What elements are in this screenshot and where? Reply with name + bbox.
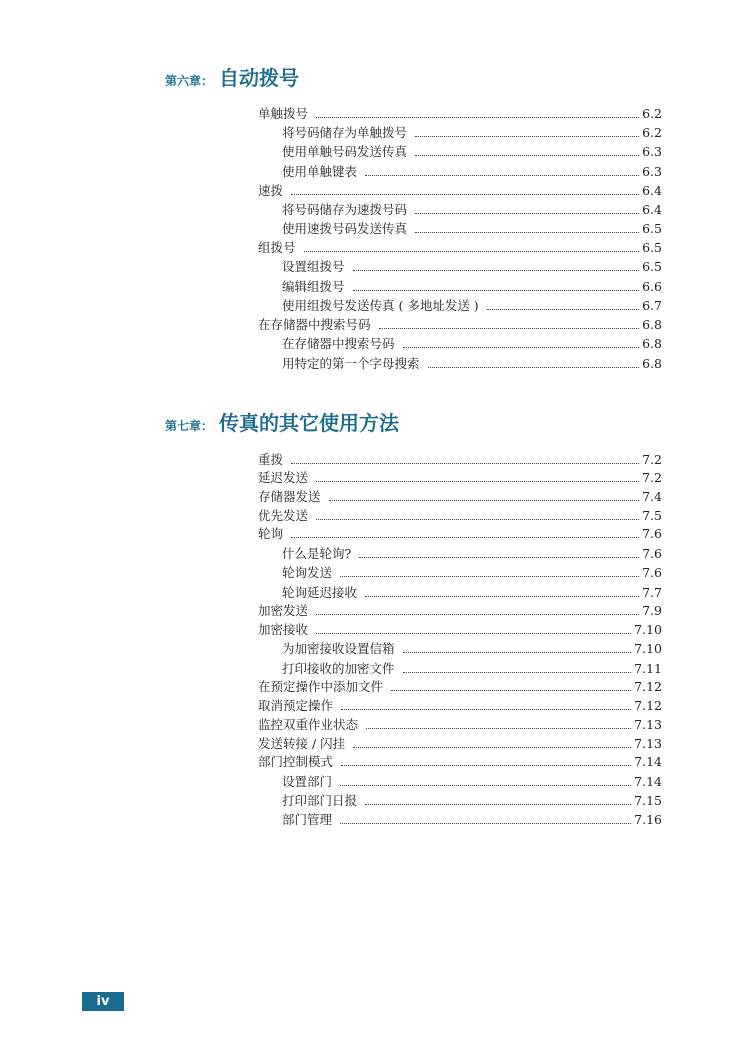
chapter-7-heading: [165, 407, 399, 436]
chapter-7-toc: [258, 448, 662, 827]
toc-entry-page: 7.5: [642, 507, 662, 523]
dot-leader: [291, 193, 639, 195]
dot-leader: [353, 289, 640, 291]
toc-entry-label: 轮询延迟接收: [282, 584, 358, 600]
toc-entry[interactable]: [258, 121, 662, 140]
toc-entry[interactable]: [258, 523, 662, 542]
dot-leader: [316, 116, 639, 118]
dot-leader: [329, 499, 640, 501]
dot-leader: [403, 346, 640, 348]
chapter-6-toc: [258, 102, 662, 371]
toc-entry-label: 加密发送: [258, 603, 309, 619]
toc-entry[interactable]: [258, 713, 662, 732]
dot-leader: [340, 575, 639, 577]
dot-leader: [365, 803, 631, 805]
toc-entry-label: 编辑组拨号: [282, 278, 345, 294]
toc-entry[interactable]: [258, 732, 662, 751]
chapter-6-title: 自动拨号: [219, 66, 300, 90]
toc-entry-label: 什么是轮询?: [282, 545, 352, 561]
dot-leader: [359, 556, 639, 558]
toc-entry-label: 使用速拨号码发送传真: [282, 221, 408, 237]
toc-entry-page: 6.8: [642, 336, 662, 352]
dot-leader: [316, 613, 639, 615]
toc-entry-label: 轮询: [258, 526, 284, 542]
toc-entry-page: 7.2: [642, 451, 662, 467]
dot-leader: [415, 231, 639, 233]
toc-entry-label: 发送转接 / 闪挂: [258, 735, 346, 751]
toc-entry-page: 7.12: [634, 679, 662, 695]
dot-leader: [316, 632, 631, 634]
toc-entry-label: 用特定的第一个字母搜索: [282, 355, 420, 371]
toc-entry[interactable]: [258, 351, 662, 370]
toc-entry-page: 7.6: [642, 565, 662, 581]
dot-leader: [379, 327, 640, 329]
toc-entry[interactable]: [258, 467, 662, 486]
toc-entry-page: 7.16: [634, 812, 662, 828]
toc-entry[interactable]: [258, 274, 662, 293]
toc-entry-page: 7.14: [634, 754, 662, 770]
toc-entry-label: 取消预定操作: [258, 698, 334, 714]
toc-entry[interactable]: [258, 332, 662, 351]
toc-entry-label: 单触拨号: [258, 105, 309, 121]
toc-entry[interactable]: [258, 159, 662, 178]
toc-entry-page: 6.8: [642, 316, 662, 332]
chapter-7-label: 第七章：: [165, 419, 214, 433]
toc-entry[interactable]: [258, 676, 662, 695]
toc-entry[interactable]: [258, 769, 662, 788]
dot-leader: [428, 366, 640, 368]
toc-entry-page: 6.2: [642, 125, 662, 141]
toc-entry-label: 加密接收: [258, 621, 309, 637]
dot-leader: [365, 595, 639, 597]
toc-entry-page: 6.5: [642, 240, 662, 256]
dot-leader: [403, 651, 632, 653]
toc-entry-page: 7.13: [634, 716, 662, 732]
toc-entry[interactable]: [258, 179, 662, 198]
chapter-6-label: 第六章：: [165, 74, 214, 88]
toc-entry-label: 将号码储存为单触拨号: [282, 125, 408, 141]
toc-entry-page: 7.14: [634, 773, 662, 789]
toc-entry[interactable]: [258, 198, 662, 217]
toc-entry-page: 6.3: [642, 144, 662, 160]
dot-leader: [341, 764, 631, 766]
toc-entry-label: 在预定操作中添加文件: [258, 679, 384, 695]
toc-entry-label: 存储器发送: [258, 489, 321, 505]
dot-leader: [291, 462, 639, 464]
dot-leader: [415, 135, 639, 137]
toc-entry-label: 打印接收的加密文件: [282, 660, 395, 676]
toc-entry-page: 6.5: [642, 221, 662, 237]
toc-entry[interactable]: [258, 637, 662, 656]
toc-entry-label: 为加密接收设置信箱: [282, 641, 395, 657]
page-number-badge: iv: [82, 992, 124, 1011]
dot-leader: [403, 671, 632, 673]
toc-entry-label: 在存储器中搜索号码: [258, 316, 371, 332]
dot-leader: [291, 536, 639, 538]
dot-leader: [415, 154, 639, 156]
toc-entry-page: 7.9: [642, 603, 662, 619]
toc-entry-page: 6.3: [642, 163, 662, 179]
toc-entry[interactable]: [258, 313, 662, 332]
toc-entry[interactable]: [258, 140, 662, 159]
toc-entry[interactable]: [258, 618, 662, 637]
toc-entry-label: 将号码储存为速拨号码: [282, 201, 408, 217]
toc-entry[interactable]: [258, 541, 662, 560]
toc-entry[interactable]: [258, 808, 662, 827]
toc-entry-page: 7.4: [642, 489, 662, 505]
toc-entry-page: 6.4: [642, 201, 662, 217]
toc-entry-page: 6.7: [642, 298, 662, 314]
dot-leader: [341, 708, 631, 710]
toc-entry-page: 7.7: [642, 584, 662, 600]
toc-entry-page: 6.6: [642, 278, 662, 294]
toc-entry-page: 6.2: [642, 105, 662, 121]
toc-entry-page: 6.8: [642, 355, 662, 371]
toc-entry-label: 使用单触键表: [282, 163, 358, 179]
toc-entry-page: 7.10: [634, 621, 662, 637]
toc-entry[interactable]: [258, 217, 662, 236]
toc-entry[interactable]: [258, 255, 662, 274]
toc-entry[interactable]: [258, 504, 662, 523]
toc-entry[interactable]: [258, 751, 662, 770]
toc-entry-page: 7.12: [634, 698, 662, 714]
toc-entry-label: 部门管理: [282, 812, 333, 828]
toc-entry-label: 使用组拨号发送传真 ( 多地址发送 ): [282, 298, 479, 314]
dot-leader: [316, 518, 639, 520]
toc-entry-page: 7.10: [634, 641, 662, 657]
toc-entry-label: 设置部门: [282, 773, 333, 789]
dot-leader: [415, 212, 639, 214]
toc-entry[interactable]: [258, 294, 662, 313]
dot-leader: [487, 308, 639, 310]
toc-entry-label: 在存储器中搜索号码: [282, 336, 395, 352]
toc-entry-label: 组拨号: [258, 240, 296, 256]
chapter-6-heading: [165, 62, 299, 91]
toc-entry-page: 7.2: [642, 470, 662, 486]
dot-leader: [366, 727, 631, 729]
toc-entry-label: 设置组拨号: [282, 259, 345, 275]
dot-leader: [340, 822, 631, 824]
dot-leader: [353, 746, 631, 748]
toc-entry-page: 7.6: [642, 526, 662, 542]
toc-entry-label: 使用单触号码发送传真: [282, 144, 408, 160]
toc-entry[interactable]: [258, 789, 662, 808]
toc-entry[interactable]: [258, 694, 662, 713]
toc-entry-page: 7.11: [634, 660, 662, 676]
toc-entry-page: 7.15: [634, 792, 662, 808]
chapter-7-title: 传真的其它使用方法: [219, 411, 400, 435]
toc-entry[interactable]: [258, 580, 662, 599]
dot-leader: [353, 269, 640, 271]
toc-entry-page: 6.5: [642, 259, 662, 275]
toc-entry-page: 7.6: [642, 545, 662, 561]
toc-entry-label: 延迟发送: [258, 470, 309, 486]
toc-entry[interactable]: [258, 600, 662, 619]
toc-entry[interactable]: [258, 236, 662, 255]
toc-entry-label: 监控双重作业状态: [258, 716, 359, 732]
toc-entry[interactable]: [258, 485, 662, 504]
toc-entry[interactable]: [258, 448, 662, 467]
toc-entry[interactable]: [258, 656, 662, 675]
toc-entry[interactable]: [258, 102, 662, 121]
toc-entry-label: 部门控制模式: [258, 754, 334, 770]
toc-entry-label: 打印部门日报: [282, 792, 358, 808]
toc-entry[interactable]: [258, 561, 662, 580]
dot-leader: [304, 250, 640, 252]
dot-leader: [391, 689, 631, 691]
dot-leader: [340, 784, 631, 786]
toc-entry-label: 速拨: [258, 182, 284, 198]
dot-leader: [316, 480, 639, 482]
toc-entry-page: 7.13: [634, 735, 662, 751]
dot-leader: [365, 174, 639, 176]
toc-entry-page: 6.4: [642, 182, 662, 198]
toc-entry-label: 重拨: [258, 451, 284, 467]
toc-entry-label: 轮询发送: [282, 565, 333, 581]
toc-entry-label: 优先发送: [258, 507, 309, 523]
